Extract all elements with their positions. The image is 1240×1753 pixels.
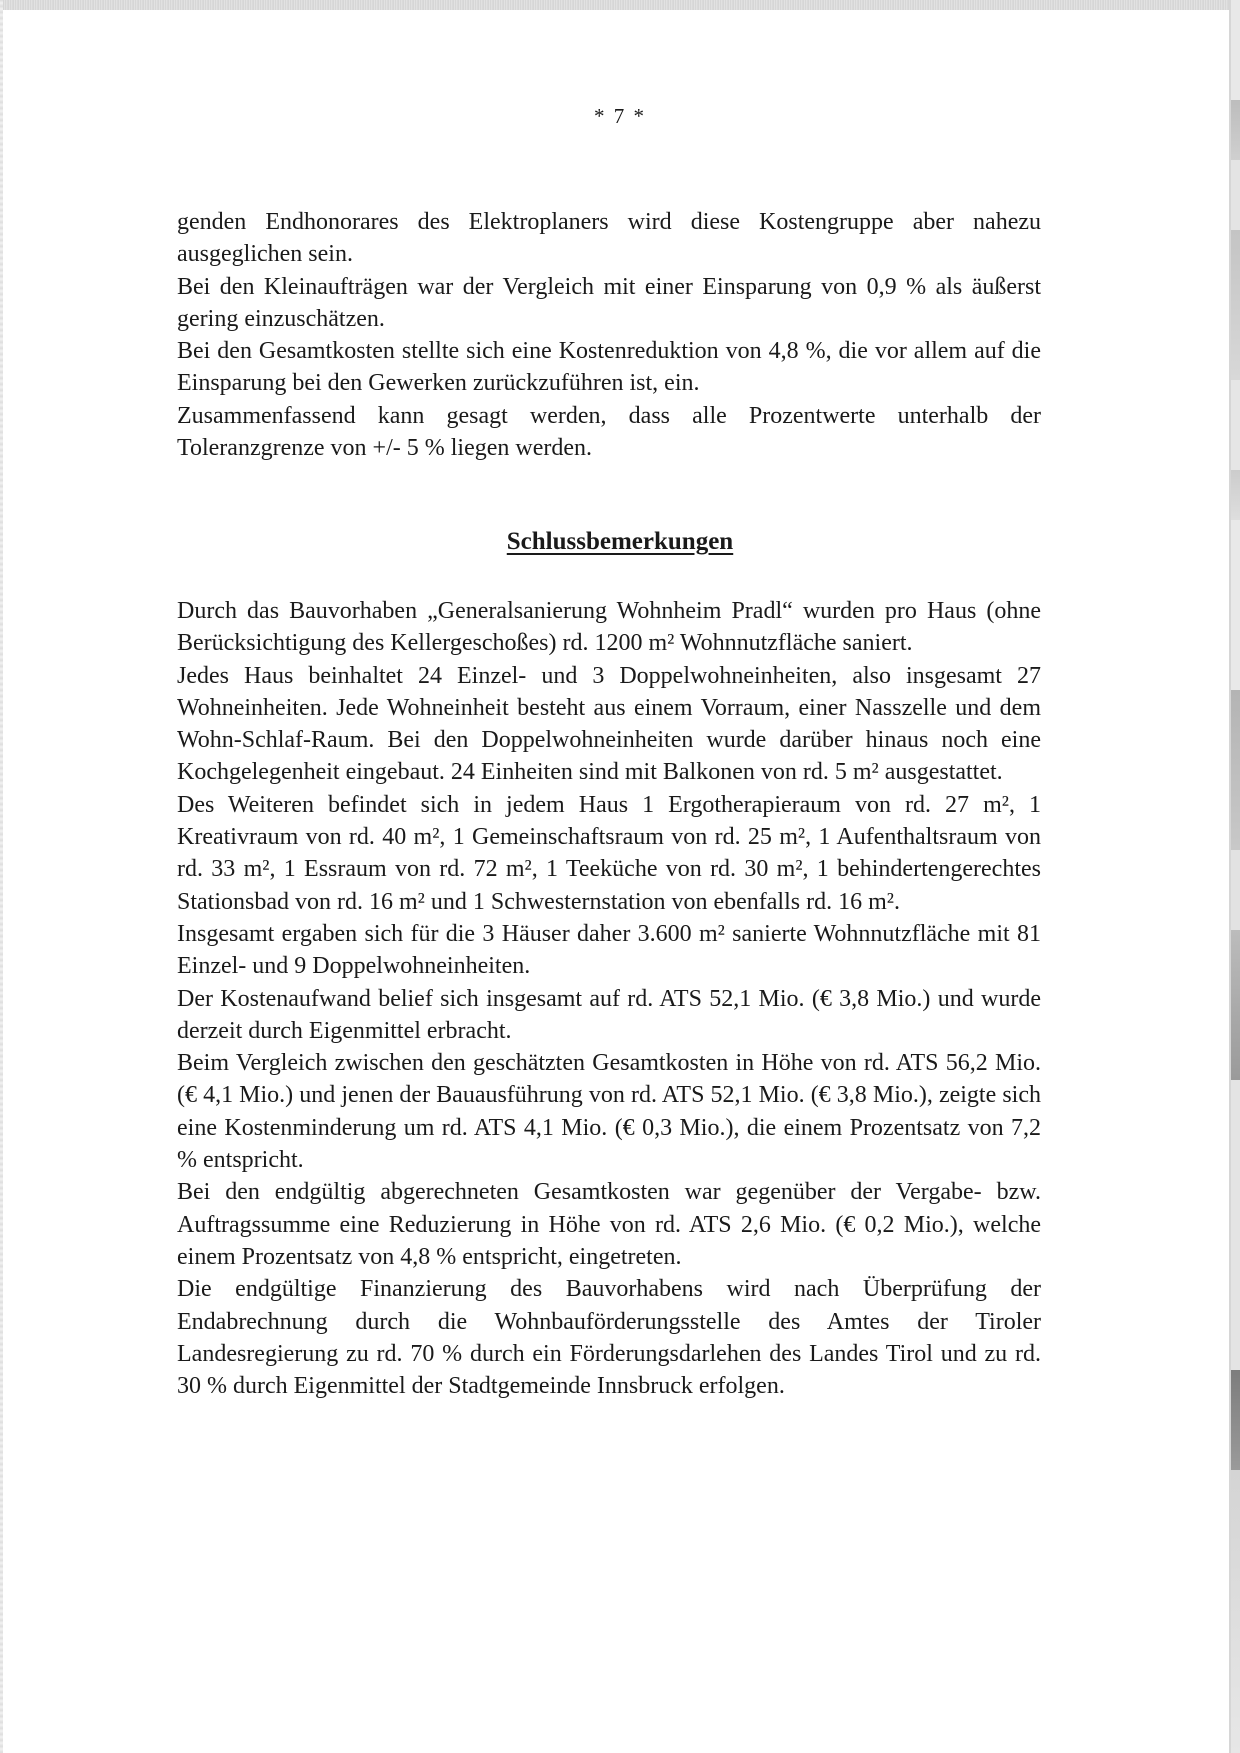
main-text: [177, 595, 1041, 1402]
intro-text: [177, 206, 1041, 464]
scan-border-right: [1231, 0, 1240, 1753]
paragraph: Des Weiteren befindet sich in jedem Haus 1 Ergotherapieraum von rd. 27 m², 1 Kreativraum von rd. 40 m², 1 Gemeinschaftsraum von rd. 25 m², 1 Aufenthaltsraum von rd. 33 m², 1 Essraum von rd. 72 m², 1 Teeküche von rd. 30 m², 1 behindertengerechtes Stationsbad von rd. 16 m² und 1 Schwesternstation von ebenfalls rd. 16 m².: [177, 791, 1041, 915]
paragraph: Bei den Kleinaufträgen war der Vergleich mit einer Einsparung von 0,9 % als äußerst gering einzuschätzen.: [177, 273, 1041, 332]
paragraph: Jedes Haus beinhaltet 24 Einzel- und 3 Doppelwohneinheiten, also insgesamt 27 Wohneinheiten. Jede Wohneinheit besteht aus einem Vorraum, einer Nasszelle und dem Wohn-Schlaf-Raum. Bei den Doppelwohneinheiten wurde darüber hinaus noch eine Kochgelegenheit eingebaut. 24 Einheiten sind mit Balkonen von rd. 5 m² ausgestattet.: [177, 662, 1041, 786]
paragraph: Bei den endgültig abgerechneten Gesamtkosten war gegenüber der Vergabe- bzw. Auftragssumme eine Reduzierung in Höhe von rd. ATS 2,6 Mio. (€ 0,2 Mio.), welche einem Prozentsatz von 4,8 % entspricht, eingetreten.: [177, 1179, 1041, 1270]
paragraph: Zusammenfassend kann gesagt werden, dass alle Prozentwerte unterhalb der Toleranzgrenze von +/- 5 % liegen werden.: [177, 402, 1041, 462]
page-number: * 7 *: [594, 104, 646, 128]
paragraph: Insgesamt ergaben sich für die 3 Häuser daher 3.600 m² sanierte Wohnnutzfläche mit 81 Einzel- und 9 Doppelwohneinheiten.: [177, 920, 1041, 980]
section-heading: Schlussbemerkungen: [506, 528, 734, 555]
paragraph: Bei den Gesamtkosten stellte sich eine Kostenreduktion von 4,8 %, die vor allem auf die Einsparung bei den Gewerken zurückzuführen ist, ein.: [177, 338, 1041, 397]
paragraph: Der Kostenaufwand belief sich insgesamt auf rd. ATS 52,1 Mio. (€ 3,8 Mio.) und wurde derzeit durch Eigenmittel erbracht.: [177, 985, 1041, 1044]
paragraph: genden Endhonorares des Elektroplaners wird diese Kostengruppe aber nahezu ausgeglichen sein.: [177, 209, 1041, 268]
paragraph: Beim Vergleich zwischen den geschätzten Gesamtkosten in Höhe von rd. ATS 56,2 Mio. (€ 4,1 Mio.) und jenen der Bauausführung von rd. ATS 52,1 Mio. (€ 3,8 Mio.), zeigte sich eine Kostenminderung um rd. ATS 4,1 Mio. (€ 0,3 Mio.), die einem Prozentsatz von 7,2 % entspricht.: [177, 1050, 1041, 1174]
scan-border-left: [0, 0, 3, 1753]
paragraph: Durch das Bauvorhaben „Generalsanierung Wohnheim Pradl“ wurden pro Haus (ohne Berücksichtigung des Kellergeschoßes) rd. 1200 m² Wohnnutzfläche saniert.: [177, 598, 1041, 657]
paragraph: Die endgültige Finanzierung des Bauvorhabens wird nach Überprüfung der Endabrechnung durch die Wohnbauförderungsstelle des Amtes der Tiroler Landesregierung zu rd. 70 % durch ein Förderungsdarlehen des Landes Tirol und zu rd. 30 % durch Eigenmittel der Stadtgemeinde Innsbruck erfolgen.: [177, 1276, 1041, 1400]
scan-border-top: [0, 0, 1240, 10]
